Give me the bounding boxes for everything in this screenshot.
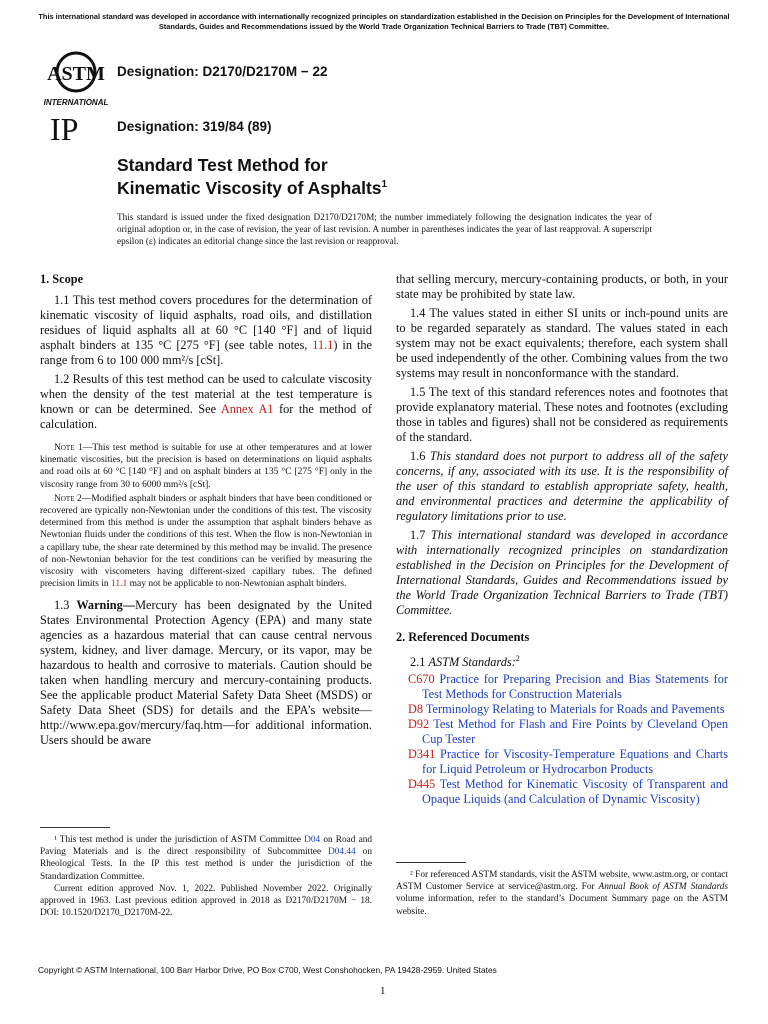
footnote-1-edition: Current edition approved Nov. 1, 2022. Published November 2022. Originally approved in 1963. Last previous edition approved in 2018 as D2170/D2170M − 18. DOI: 10.1520/D2170_D2170M-22. (40, 883, 372, 919)
ref-title-link[interactable]: Terminology Relating to Materials for Roads and Pavements (425, 702, 725, 717)
title-footnote-mark: 1 (381, 179, 388, 190)
reference-item (396, 747, 728, 777)
link-annex-a1[interactable]: Annex A1 (220, 402, 274, 416)
astm-logo (42, 48, 110, 108)
paragraph-2-1: 2.1 ASTM Standards:$^2$ (410, 654, 520, 670)
copyright-line: Copyright © ASTM International, 100 Barr Harbor Drive, PO Box C700, West Conshohocken, PA 19428-2959. United States (38, 965, 497, 975)
paragraph-1-3: 1.3 Warning—Mercury has been designated by the United States Environmental Protection Agency (EPA) and many state agencies as a hazardous material that can cause central nervous system, kidney, and liver damage. Mercury, or its vapor, may be hazardous to health and corrosive to materials. Caution should be taken when handling mercury and mercury-containing products. See the applicable product Material Safety Data Sheet (MSDS) or Safety Data Sheet (SDS) for details and the EPA’s website—http://www.epa.gov/mercury/faq.htm—for additional information. Users should be aware (40, 598, 372, 748)
left-column (40, 272, 372, 752)
left-footnotes (40, 827, 372, 919)
ref-code-link[interactable]: D341 (408, 747, 436, 762)
paragraph-1-5: 1.5 The text of this standard references notes and footnotes that provide explanatory material. These notes and footnotes (excluding those in tables and figures) shall not be considered as requirements of the standard. (396, 385, 728, 444)
link-note-11-1[interactable]: 11.1 (110, 579, 128, 590)
footnote-rule (40, 827, 110, 828)
right-footnotes (396, 862, 728, 918)
link-d04[interactable]: D04 (304, 835, 321, 845)
reference-item (396, 777, 728, 807)
intro-paragraph: This standard is issued under the fixed designation D2170/D2170M; the number immediately following the designation indicates the year of original adoption or, in the case of revision, the year of last revision. A number in parentheses indicates the year of last reapproval. A superscript epsilon (ε) indicates an editorial change since the last revision or reapproval. (117, 212, 652, 247)
reference-item (396, 672, 728, 702)
paragraph-1-7: 1.7 This international standard was developed in accordance with internationally recognized principles on standardization established in the Decision on Principles for the Development of International Standards, Guides and Recommendations issued by the World Trade Organization Technical Barriers to Trade (TBT) Committee. (396, 528, 728, 617)
astm-designation: Designation: D2170/D2170M − 22 (117, 64, 328, 79)
ref-title-link[interactable]: Practice for Viscosity-Temperature Equations and Charts for Liquid Petroleum or Hydrocarbon Products (422, 747, 728, 777)
ref-code-link[interactable]: C670 (408, 672, 435, 687)
paragraph-1-6: 1.6 This standard does not purport to address all of the safety concerns, if any, associated with its use. It is the responsibility of the user of this standard to establish appropriate safety, health, and environmental practices and determine the applicability of regulatory limitations prior to use. (396, 449, 728, 523)
link-11-1[interactable]: 11.1 (312, 338, 334, 352)
title-line-2: Kinematic Viscosity of Asphalts$^1$ (117, 177, 388, 198)
note-2: Note 2—Modified asphalt binders or asphalt binders that have been conditioned or recovered are typically non-Newtonian under the conditions of this test. The viscosity determined from this method is under the assumption that asphalt binders behave as Newtonian fluids under the conditions of this test. When the flow is non-Newtonian in a capillary tube, the shear rate determined by this method may be invalid. The presence of non-Newtonian behavior for the test conditions can be verified by measuring the viscosity with viscometers having different-sized capillary tubes. The defined precision limits in 11.1 may not be applicable to non-Newtonian asphalt binders. (40, 493, 373, 590)
svg-text:IP: IP (50, 112, 79, 146)
footnote-1: ¹ This test method is under the jurisdiction of ASTM Committee D04 on Road and Paving Materials and is the direct responsibility of Subcommittee D04.44 on Rheological Tests. In the IP this test method is under the jurisdiction of the Standardization Committee. (40, 835, 372, 882)
ip-logo (48, 112, 96, 146)
page-number: 1 (380, 985, 386, 997)
ref-code-link[interactable]: D92 (408, 717, 430, 732)
paragraph-1-3-continued: that selling mercury, mercury-containing products, or both, in your state may be prohibited by state law. (396, 272, 728, 301)
paragraph-1-1: 1.1 This test method covers procedures for the determination of kinematic viscosity of liquid asphalts, road oils, and distillation residues of liquid asphalts all at 60 °C [140 °F] and of liquid asphalt binders at 135 °C [275 °F] (see table notes, 11.1) in the range from 6 to 100 000 mm²/s [cSt]. (40, 293, 372, 367)
title-line-1: Standard Test Method for (117, 155, 328, 175)
ip-designation: Designation: 319/84 (89) (117, 119, 272, 134)
note-1: Note 1—This test method is suitable for use at other temperatures and at lower kinematic viscosities, but the precision is based on determinations on liquid asphalts and road oils at 60 °C [140 °F] and on asphalt binders at 135 °C [275 °F] only in the viscosity range from 30 to 6000 mm²/s [cSt]. (40, 443, 373, 490)
astm-logo-text: INTERNATIONAL (43, 98, 109, 107)
paragraph-1-2: 1.2 Results of this test method can be used to calculate viscosity when the density of the test material at the test temperature is known or can be determined. See Annex A1 for the method of calculation. (40, 372, 372, 431)
footnote-rule (396, 862, 466, 863)
paragraph-1-4: 1.4 The values stated in either SI units or inch-pound units are to be regarded separately as standard. The values stated in each system may not be exact equivalents; therefore, each system shall be used independently of the other. Combining values from the two systems may result in nonconformance with the standard. (396, 306, 728, 380)
reference-item (396, 717, 728, 747)
reference-list (396, 672, 728, 807)
svg-text:ASTM: ASTM (47, 63, 105, 85)
reference-item (396, 702, 728, 717)
section-2-heading: 2. Referenced Documents (396, 630, 530, 644)
section-1-heading: 1. Scope (40, 272, 84, 286)
ref-title-link[interactable]: Test Method for Flash and Fire Points by Cleveland Open Cup Tester (422, 717, 728, 747)
link-d04-44[interactable]: D04.44 (328, 847, 356, 858)
ref-code-link[interactable]: D8 (408, 702, 424, 717)
ref-code-link[interactable]: D445 (408, 777, 436, 792)
ref-title-link[interactable]: Practice for Preparing Precision and Bias Statements for Test Methods for Construction Materials (422, 672, 728, 702)
ref-title-link[interactable]: Test Method for Kinematic Viscosity of Transparent and Opaque Liquids (and Calculation of Dynamic Viscosity) (422, 777, 729, 807)
footnote-2: ² For referenced ASTM standards, visit the ASTM website, www.astm.org, or contact ASTM Customer Service at service@astm.org. For Annual Book of ASTM Standards volume information, refer to the standard’s Document Summary page on the ASTM website. (396, 870, 728, 917)
document-title (117, 155, 387, 198)
right-column (396, 272, 728, 807)
top-notice: This international standard was developed in accordance with internationally recognized principles on standardization established in the Decision on Principles for the Development of International Standards, Guides and Recommendations issued by the World Trade Organization Technical Barriers to Trade (TBT) Committee. (38, 12, 730, 31)
